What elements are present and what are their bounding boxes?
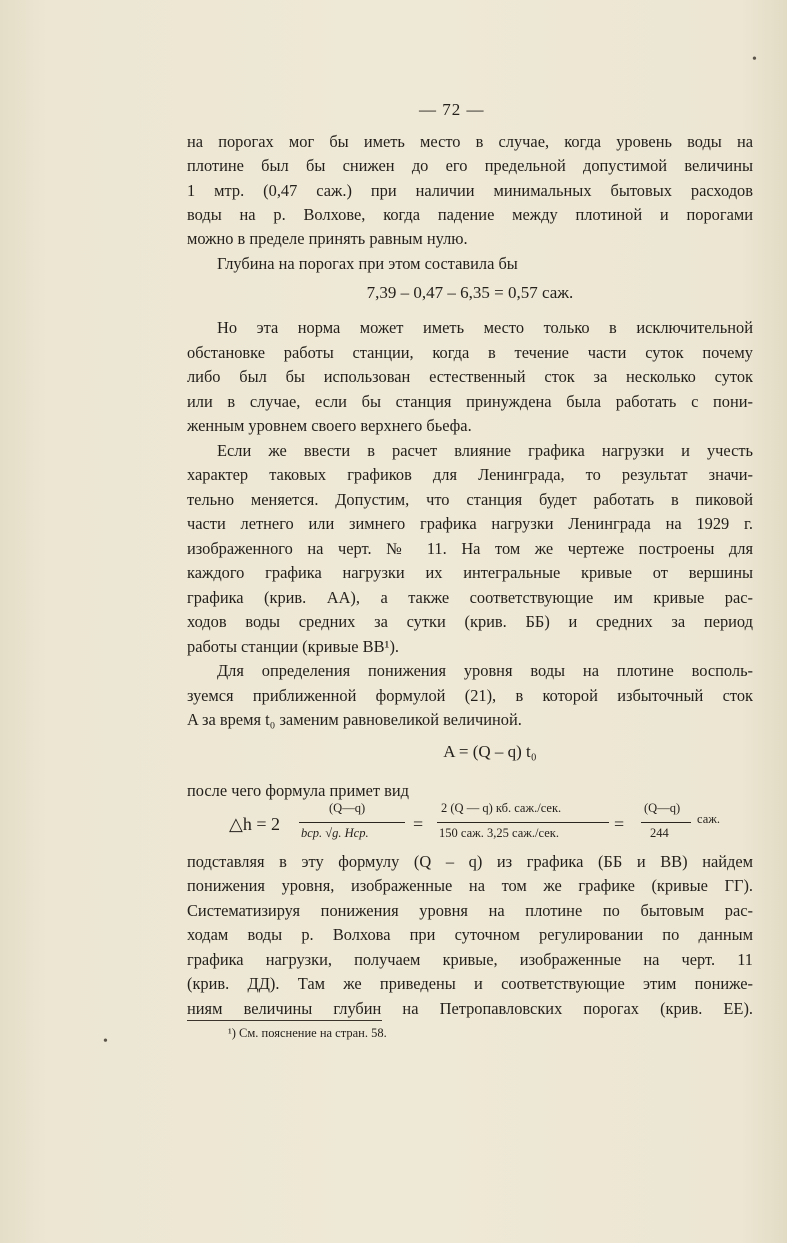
fraction-2-denominator: 150 саж. 3,25 саж./сек. — [439, 826, 559, 840]
equals-sign: = — [413, 814, 424, 834]
footnote: ¹) См. пояснение на стран. 58. — [228, 1026, 387, 1040]
formula-lhs: △h = 2 — [229, 814, 280, 834]
fraction-bar — [641, 822, 691, 823]
fraction-bar — [299, 822, 405, 823]
text-line: зуемся приближенной формулой (21), в которой избыточный сток — [187, 686, 753, 705]
text-line: (крив. ДД). Там же приведены и соответствующие этим пониже- — [187, 974, 753, 993]
fraction-2-numerator: 2 (Q — q) кб. саж./сек. — [441, 801, 562, 815]
text-line: после чего формула примет вид — [187, 781, 409, 800]
text-line: воды на р. Волхове, когда падение между плотиной и порогами — [187, 205, 753, 224]
text-line: понижения уровня, изображенные на том же графике (кривые ГГ). — [187, 876, 753, 895]
fraction-bar — [437, 822, 609, 823]
formula-unit: саж. — [697, 812, 721, 826]
text-line: характер таковых графиков для Ленинграда, то результат значи- — [187, 465, 753, 484]
fraction-3-denominator: 244 — [650, 826, 669, 840]
text-line: каждого графика нагрузки их интегральные кривые от вершины — [187, 563, 753, 582]
text-line: Но эта норма может иметь место только в исключительной — [217, 318, 753, 337]
text-line: 1 мтр. (0,47 саж.) при наличии минимальных бытовых расходов — [187, 181, 753, 200]
text-line: на порогах мог бы иметь место в случае, когда уровень воды на — [187, 132, 753, 151]
text-line: можно в пределе принять равным нулю. — [187, 229, 468, 248]
text-line: ниям величины глубин на Петропавловских порогах (крив. ЕЕ). — [187, 999, 753, 1018]
page-number: — 72 — — [419, 100, 485, 119]
text-line: изображенного на черт. № 11. На том же чертеже построены для — [187, 539, 753, 558]
equation-depth: 7,39 – 0,47 – 6,35 = 0,57 саж. — [366, 283, 574, 302]
text-line: или в случае, если бы станция принуждена была работать с пони- — [187, 392, 753, 411]
footnote-rule — [187, 1020, 382, 1021]
text-line: работы станции (кривые ВВ¹). — [187, 637, 400, 656]
fraction-1-numerator: (Q—q) — [329, 801, 366, 815]
equation-runoff: A = (Q – q) t₀ — [443, 742, 537, 761]
equals-sign: = — [614, 814, 625, 834]
text-line: Систематизируя понижения уровня на плотине по бытовым рас- — [187, 901, 753, 920]
text-line: либо был бы использован естественный сток за несколько суток — [187, 367, 753, 386]
fraction-3-numerator: (Q—q) — [644, 801, 681, 815]
text-line: Для определения понижения уровня воды на плотине восполь- — [217, 661, 753, 680]
text-line: A за время t₀ заменим равновеликой величиной. — [187, 710, 522, 729]
text-line: Глубина на порогах при этом составила бы — [217, 254, 518, 273]
text-line: части летнего или зимнего графика нагрузки Ленинграда на 1929 г. — [187, 514, 753, 533]
text-line: ходам воды р. Волхова при суточном регулировании по данным — [187, 925, 753, 944]
text-line: обстановке работы станции, когда в течение части суток почему — [187, 343, 753, 362]
text-line: женным уровнем своего верхнего бьефа. — [187, 416, 472, 435]
scan-mark: • — [752, 52, 757, 67]
text-line: графика нагрузки, получаем кривые, изображенные на черт. 11 — [187, 950, 753, 969]
fraction-1-denominator: bср. √g. Hср. — [301, 826, 369, 840]
scan-mark: • — [103, 1034, 108, 1049]
text-line: графика (крив. AA), а также соответствующие им кривые рас- — [187, 588, 753, 607]
text-line: подставляя в эту формулу (Q – q) из графика (ББ и ВВ) найдем — [187, 852, 753, 871]
text-line: Если же ввести в расчет влияние графика нагрузки и учесть — [217, 441, 753, 460]
text-line: ходов воды средних за сутки (крив. ББ) и средних за период — [187, 612, 753, 631]
text-line: тельно меняется. Допустим, что станция будет работать в пиковой — [187, 490, 753, 509]
text-line: плотине был бы снижен до его предельной допустимой величины — [187, 156, 753, 175]
